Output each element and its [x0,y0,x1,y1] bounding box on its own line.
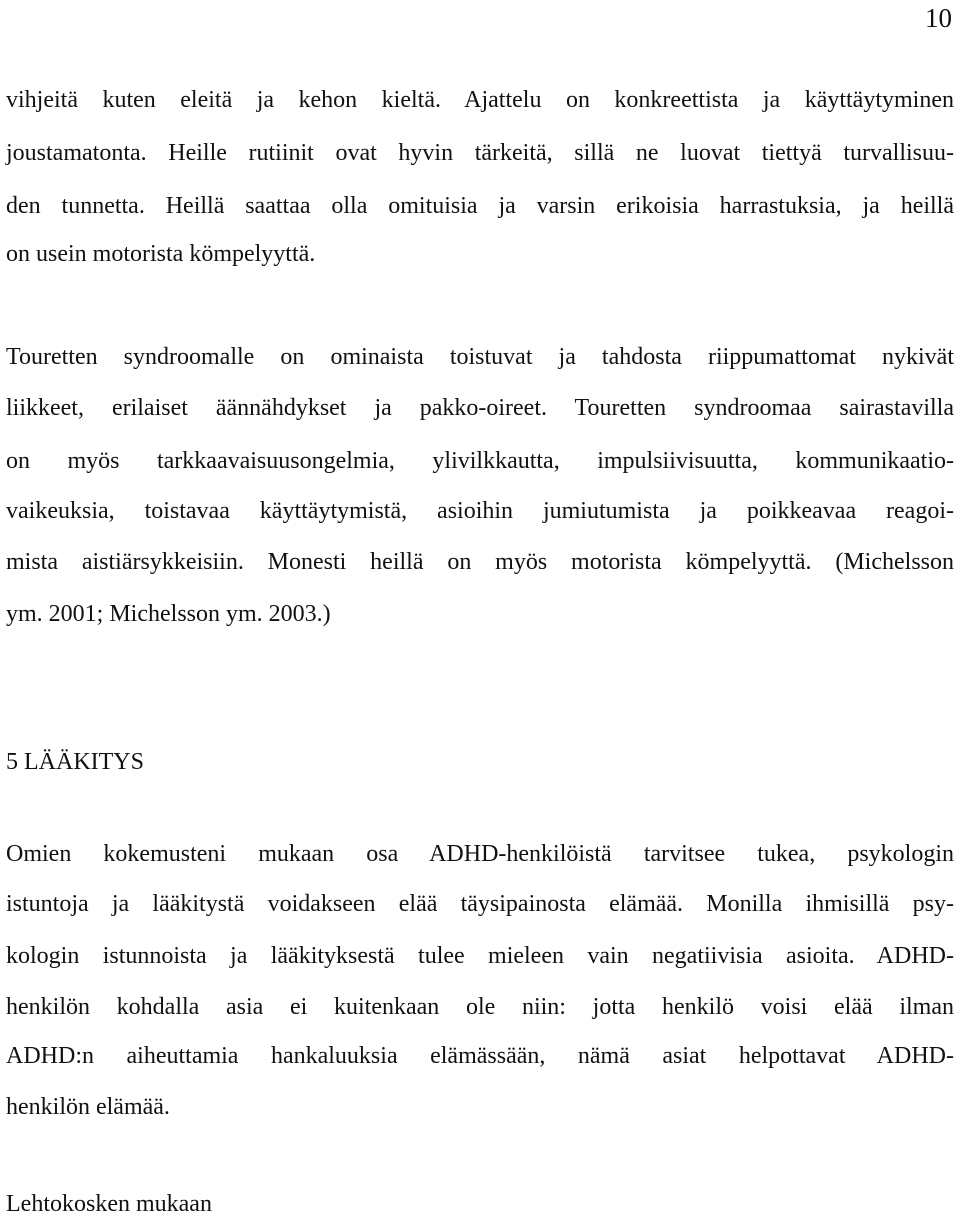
text-line: mista aistiärsykkeisiin. Monesti heillä on myös motorista kömpelyyttä. (Michelsson [6,549,954,575]
text-line: henkilön kohdalla asia ei kuitenkaan ole niin: jotta henkilö voisi elää ilman [6,994,954,1020]
text-line: ym. 2001; Michelsson ym. 2003.) [6,601,331,627]
text-line: on usein motorista kömpelyyttä. [6,241,316,267]
subheading: Lehtokosken mukaan [6,1191,212,1217]
page-number: 10 [925,3,952,33]
text-line: den tunnetta. Heillä saattaa olla omituisia ja varsin erikoisia harrastuksia, ja heillä [6,193,954,219]
section-heading: 5 LÄÄKITYS [6,749,144,775]
text-line: vihjeitä kuten eleitä ja kehon kieltä. Ajattelu on konkreettista ja käyttäytyminen [6,87,954,113]
text-line: ADHD:n aiheuttamia hankaluuksia elämässään, nämä asiat helpottavat ADHD- [6,1043,954,1069]
text-line: kologin istunnoista ja lääkityksestä tulee mieleen vain negatiivisia asioita. ADHD- [6,943,954,969]
text-line: istuntoja ja lääkitystä voidakseen elää täysipainosta elämää. Monilla ihmisillä psy- [6,891,954,917]
text-line: Touretten syndroomalle on ominaista toistuvat ja tahdosta riippumattomat nykivät [6,344,954,370]
text-line: vaikeuksia, toistavaa käyttäytymistä, asioihin jumiutumista ja poikkeavaa reagoi- [6,498,954,524]
text-line: Omien kokemusteni mukaan osa ADHD-henkilöistä tarvitsee tukea, psykologin [6,841,954,867]
text-line: liikkeet, erilaiset äännähdykset ja pakko-oireet. Touretten syndroomaa sairastavilla [6,395,954,421]
text-line: joustamatonta. Heille rutiinit ovat hyvin tärkeitä, sillä ne luovat tiettyä turvallisuu- [6,140,954,166]
text-line: henkilön elämää. [6,1094,170,1120]
text-line: on myös tarkkaavaisuusongelmia, ylivilkkautta, impulsiivisuutta, kommunikaatio- [6,448,954,474]
